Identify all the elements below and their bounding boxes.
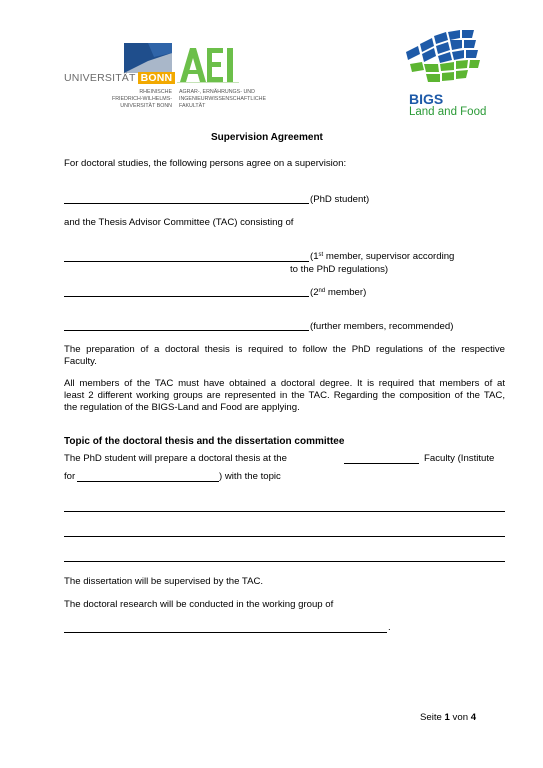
- aei-letters-text: [177, 44, 179, 45]
- topic-line-2-prefix: for: [64, 471, 76, 482]
- university-name-text: UNIVERSITÄT: [64, 72, 136, 84]
- phd-student-field[interactable]: [64, 203, 309, 204]
- second-member-superscript: nd: [318, 288, 326, 294]
- aei-subtitle-line: AGRAR-, ERNÄHRUNGS- UND: [179, 89, 255, 95]
- regulations-paragraph-line: Faculty.: [64, 356, 97, 367]
- aei-subtitle: [179, 89, 266, 110]
- tac-requirements-paragraph-line: All members of the TAC must have obtained a doctoral degree. It is required that members of at: [64, 378, 505, 389]
- first-member-superscript: st: [318, 252, 324, 258]
- university-subtitle-line: UNIVERSITÄT BONN: [120, 103, 172, 109]
- second-member-label-part: (2: [310, 287, 319, 298]
- further-members-field[interactable]: [64, 330, 309, 331]
- tac-requirements-paragraph-line: least 2 different working groups are represented in the TAC. Regarding the composition of the TAC,: [64, 390, 505, 401]
- thesis-topic-field-line-2[interactable]: [64, 536, 505, 537]
- thesis-topic-field-line-3[interactable]: [64, 561, 505, 562]
- regulations-paragraph-line: The preparation of a doctoral thesis is required to follow the PhD regulations of the respective: [64, 344, 505, 355]
- phd-student-label: (PhD student): [310, 194, 370, 205]
- bigs-logo-subtitle: Land and Food: [409, 106, 487, 118]
- working-group-period: .: [388, 622, 391, 633]
- university-subtitle-line: RHEINISCHE: [139, 89, 172, 95]
- aei-subtitle-line: FAKULTÄT: [179, 103, 206, 109]
- first-member-label-cont: to the PhD regulations): [290, 264, 389, 275]
- aei-subtitle-line: INGENIEURWISSENSCHAFTLICHE: [179, 96, 267, 102]
- university-subtitle-line: FRIEDRICH-WILHELMS-: [111, 96, 172, 102]
- supervision-statement: The dissertation will be supervised by the TAC.: [64, 576, 264, 587]
- second-member-label: [310, 287, 366, 299]
- topic-line-2-suffix: ) with the topic: [219, 471, 281, 482]
- bigs-logo-name: BIGS: [409, 91, 444, 107]
- page-number: [420, 712, 476, 724]
- thesis-topic-field-line-1[interactable]: [64, 511, 505, 512]
- faculty-field[interactable]: [344, 463, 419, 464]
- first-member-label: [310, 251, 454, 263]
- page-number-prefix: Seite: [420, 712, 445, 723]
- first-member-label-part: member, supervisor according: [323, 251, 455, 262]
- tac-requirements-paragraph-line: the regulation of the BIGS-Land and Food are applying.: [64, 402, 300, 413]
- institute-field[interactable]: [77, 481, 219, 482]
- working-group-statement: The doctoral research will be conducted in the working group of: [64, 599, 334, 610]
- further-members-label: (further members, recommended): [310, 321, 454, 332]
- university-subtitle: [84, 89, 172, 110]
- intro-text: For doctoral studies, the following persons agree on a supervision:: [64, 158, 347, 169]
- university-bonn-label: BONN: [138, 72, 176, 84]
- first-member-field[interactable]: [64, 261, 309, 262]
- page-number-separator: von: [449, 712, 471, 723]
- working-group-field[interactable]: [64, 632, 387, 633]
- second-member-label-part: member): [325, 287, 367, 298]
- first-member-label-part: (1: [310, 251, 319, 262]
- second-member-field[interactable]: [64, 296, 309, 297]
- bigs-globe-icon: [404, 30, 482, 92]
- aei-faculty-logo: [177, 44, 272, 116]
- university-bonn-emblem: [124, 43, 172, 73]
- page-number-total: 4: [470, 712, 477, 723]
- topic-line-1-text: The PhD student will prepare a doctoral thesis at the: [64, 453, 287, 464]
- aei-letters-graphic: [177, 44, 239, 86]
- topic-heading: Topic of the doctoral thesis and the dissertation committee: [64, 436, 345, 447]
- tac-intro-text: and the Thesis Advisor Committee (TAC) consisting of: [64, 217, 294, 228]
- page-number-current: 1: [444, 712, 450, 723]
- document-title: Supervision Agreement: [211, 132, 323, 143]
- university-name: [64, 72, 175, 84]
- topic-line-1-faculty-text: Faculty (Institute: [424, 453, 495, 464]
